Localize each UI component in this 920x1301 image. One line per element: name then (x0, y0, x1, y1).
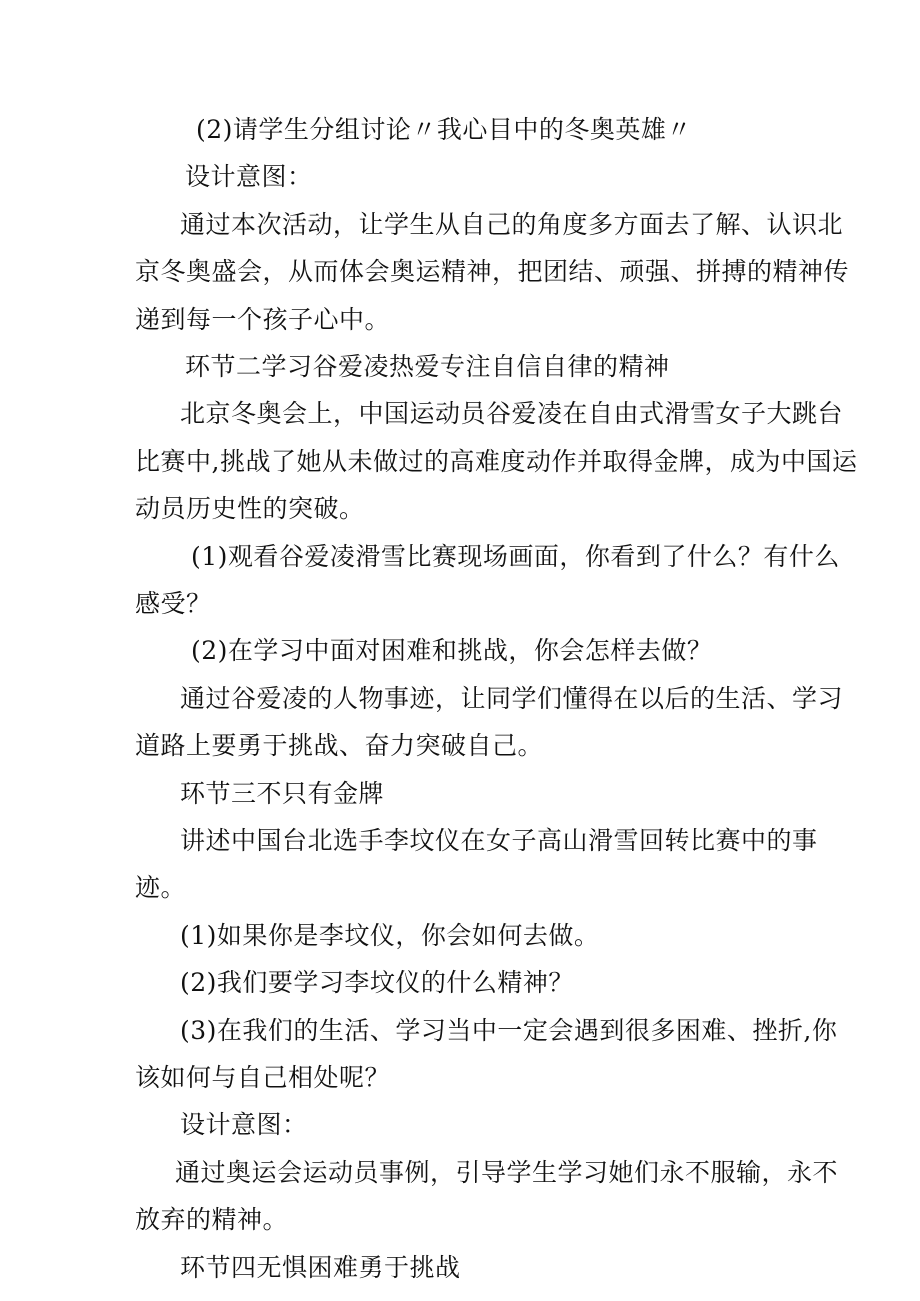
paragraph-line: 讲述中国台北选手李坟仪在女子高山滑雪回转比赛中的事 (180, 826, 818, 855)
paragraph-line: 通过奥运会运动员事例，引导学生学习她们永不服输，永不 (175, 1158, 839, 1187)
paragraph-line: 京冬奥盛会，从而体会奥运精神，把团结、顽强、拼搏的精神传 (135, 257, 850, 286)
question-item-2: (2)我们要学习李坟仪的什么精神？ (180, 968, 574, 997)
paragraph-line: 放弃的精神。 (135, 1205, 289, 1234)
design-intent-heading: 设计意图： (180, 1110, 308, 1139)
paragraph-line: 迹。 (135, 873, 187, 902)
paragraph-line: 通过本次活动，让学生从自己的角度多方面去了解、认识北 (180, 210, 844, 239)
section-heading-3: 环节三不只有金牌 (180, 779, 385, 808)
paragraph-line: 北京冬奥会上，中国运动员谷爱凌在自由式滑雪女子大跳台 (180, 399, 844, 428)
question-item-2: (2)在学习中面对困难和挑战，你会怎样去做？ (191, 636, 713, 665)
paragraph-line: 递到每一个孩子心中。 (135, 305, 391, 334)
design-intent-heading: 设计意图： (185, 162, 313, 191)
section-heading-4: 环节四无惧困难勇于挑战 (180, 1253, 461, 1282)
question-item-1: (1)观看谷爱凌滑雪比赛现场画面，你看到了什么？有什么 (191, 542, 840, 571)
paragraph-line: 通过谷爱凌的人物事迹，让同学们懂得在以后的生活、学习 (180, 684, 844, 713)
question-item-1: (1)如果你是李坟仪，你会如何去做。 (180, 921, 600, 950)
section-heading-2: 环节二学习谷爱凌热爱专注自信自律的精神 (185, 352, 670, 381)
paragraph-line: 该如何与自己相处呢？ (135, 1063, 391, 1092)
paragraph-line: 感受？ (135, 589, 212, 618)
discussion-item-2: (2)请学生分组讨论〃我心目中的冬奥英雄〃 (196, 115, 692, 144)
paragraph-line: 道路上要勇于挑战、奋力突破自己。 (135, 731, 544, 760)
question-item-3: (3)在我们的生活、学习当中一定会遇到很多困难、挫折,你 (180, 1016, 838, 1045)
paragraph-line: 动员历史性的突破。 (135, 494, 365, 523)
paragraph-line: 比赛中,挑战了她从未做过的高难度动作并取得金牌，成为中国运 (135, 447, 858, 476)
